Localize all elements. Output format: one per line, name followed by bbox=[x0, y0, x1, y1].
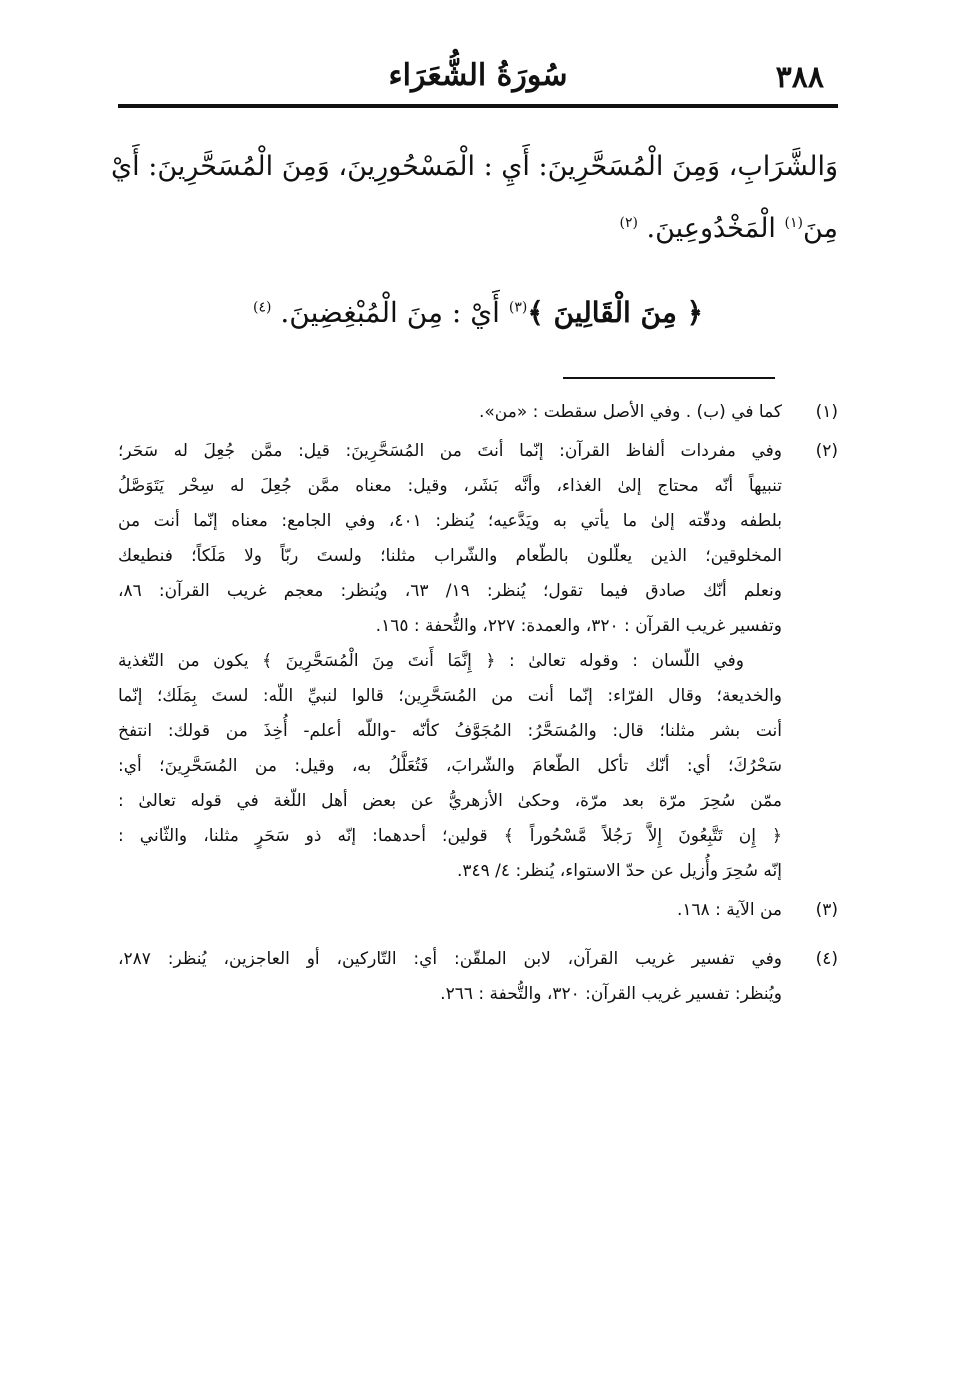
footnotes bbox=[118, 395, 838, 1012]
page-number: ٣٨٨ bbox=[775, 60, 824, 95]
verse-gloss: أَيْ : مِنَ الْمُبْغِضِينَ. bbox=[280, 296, 500, 329]
footnote-number: (٢) bbox=[815, 441, 838, 461]
footnote-line: من الآية : ١٦٨. bbox=[676, 900, 782, 920]
main-line-2 bbox=[118, 198, 838, 260]
footnote-ref-2: (٢) bbox=[619, 215, 638, 231]
quran-verse: ﴿ مِنَ الْقَالِينَ ﴾ bbox=[527, 296, 703, 329]
footnote-separator bbox=[563, 377, 775, 379]
footnote-line: سَحْرُكَ؛ أي: أنّك تأكل الطّعامَ والشّرابَ، فَتُعَلَّلُ به، وقيل: من المُسَحَّرِينَ؛ أي: bbox=[118, 756, 782, 776]
footnote-ref-3: (٣) bbox=[508, 299, 528, 316]
page-header bbox=[118, 52, 838, 104]
header-rule bbox=[118, 104, 838, 108]
footnote-line: المخلوقين؛ الذين يعلّلون بالطّعام والشّراب مثلنا؛ ولستَ ربّاً ولا مَلَكاً؛ فنطيعك bbox=[118, 546, 782, 566]
footnote-line: كما في (ب) . وفي الأصل سقطت : «من». bbox=[479, 402, 782, 422]
footnote-line: وفي مفردات ألفاظ القرآن: إنّما أنتَ من المُسَحَّرِينَ: قيل: ممَّن جُعِلَ له سَحَر؛ bbox=[118, 441, 782, 461]
main-line-1: وَالشَّرَابِ، وَمِنَ الْمُسَحَّرِينَ: أَيِ : الْمَسْحُورِينَ، وَمِنَ الْمُسَحَّرِينَ: أَيْ bbox=[111, 151, 838, 182]
footnote-line: ونعلم أنّك صادق فيما تقول؛ يُنظر: ١٩/ ٦٣، ويُنظر: معجم غريب القرآن: ٨٦، bbox=[118, 581, 782, 601]
footnote-line: وفي اللّسان : وقوله تعالىٰ : ﴿ إِنَّمَا أَنتَ مِنَ الْمُسَحَّرِينَ ﴾ يكون من التّغذية bbox=[118, 651, 744, 671]
footnote-line: بلطفه ودقّته إلىٰ ما يأتي به ويَدَّعيه؛ يُنظر: ٤٠١، وفي الجامع: معناه إنّما أنت من bbox=[118, 511, 782, 531]
footnote-line: ﴿ إِن تَتَّبِعُونَ إِلاَّ رَجُلاً مَّسْحُوراً ﴾ قولين؛ أحدهما: إنّه ذو سَحَرٍ مثلنا، والثّاني : bbox=[118, 826, 782, 846]
footnote-line: وتفسير غريب القرآن : ٣٢٠، والعمدة: ٢٢٧، والتُّحفة : ١٦٥. bbox=[375, 616, 782, 636]
footnote-line: تنبيهاً أنّه محتاج إلىٰ الغذاء، وأنَّه بَشَر، وقيل: معناه ممَّن جُعِلَ له سِحْر يَتَوَصَّلُ bbox=[118, 476, 782, 496]
footnote-number: (٣) bbox=[815, 900, 838, 920]
verse-line bbox=[118, 282, 838, 344]
footnote-line: والخديعة؛ وقال الفرّاء: إنّما أنت من المُسَحَّرِين؛ قالوا لنبيِّ اللّه: لستَ بِمَلَك؛ إنّما bbox=[118, 686, 782, 706]
footnote-ref-4: (٤) bbox=[253, 299, 272, 316]
surah-title: سُورَةُ الشُّعَرَاء bbox=[388, 58, 568, 93]
footnote-line: وفي تفسير غريب القرآن، لابن الملقّن: أي: التّاركين، أو العاجزين، يُنظر: ٢٨٧، bbox=[118, 949, 782, 969]
footnote-line: أنت بشر مثلنا؛ قال: والمُسَحَّرُ: المُجَوَّفُ كأنّه -واللّه أعلم- أُخِذَ من قولك: انتفخ bbox=[118, 721, 782, 741]
footnote-line: ويُنظر: تفسير غريب القرآن: ٣٢٠، والتُّحفة : ٢٦٦. bbox=[440, 984, 782, 1004]
footnote-number: (٤) bbox=[815, 949, 838, 969]
main-line-2-end: الْمَخْدُوعِينَ. bbox=[646, 213, 776, 244]
footnote-number: (١) bbox=[815, 402, 838, 422]
footnote-4 bbox=[118, 942, 838, 1012]
footnote-1 bbox=[118, 395, 838, 430]
footnote-line: إنّه سُحِرَ وأُزيل عن حدّ الاستواء، يُنظر: ٤/ ٣٤٩. bbox=[456, 861, 782, 881]
footnote-ref-1: (١) bbox=[784, 215, 803, 231]
footnote-3 bbox=[118, 893, 838, 928]
footnote-2 bbox=[118, 434, 838, 889]
footnote-line: ممّن سُحِرَ مرّة بعد مرّة، وحكىٰ الأزهريُّ عن بعض أهل اللّغة في قوله تعالىٰ : bbox=[118, 791, 782, 811]
main-line-2-start: مِنَ bbox=[802, 213, 838, 244]
main-text bbox=[111, 136, 838, 344]
